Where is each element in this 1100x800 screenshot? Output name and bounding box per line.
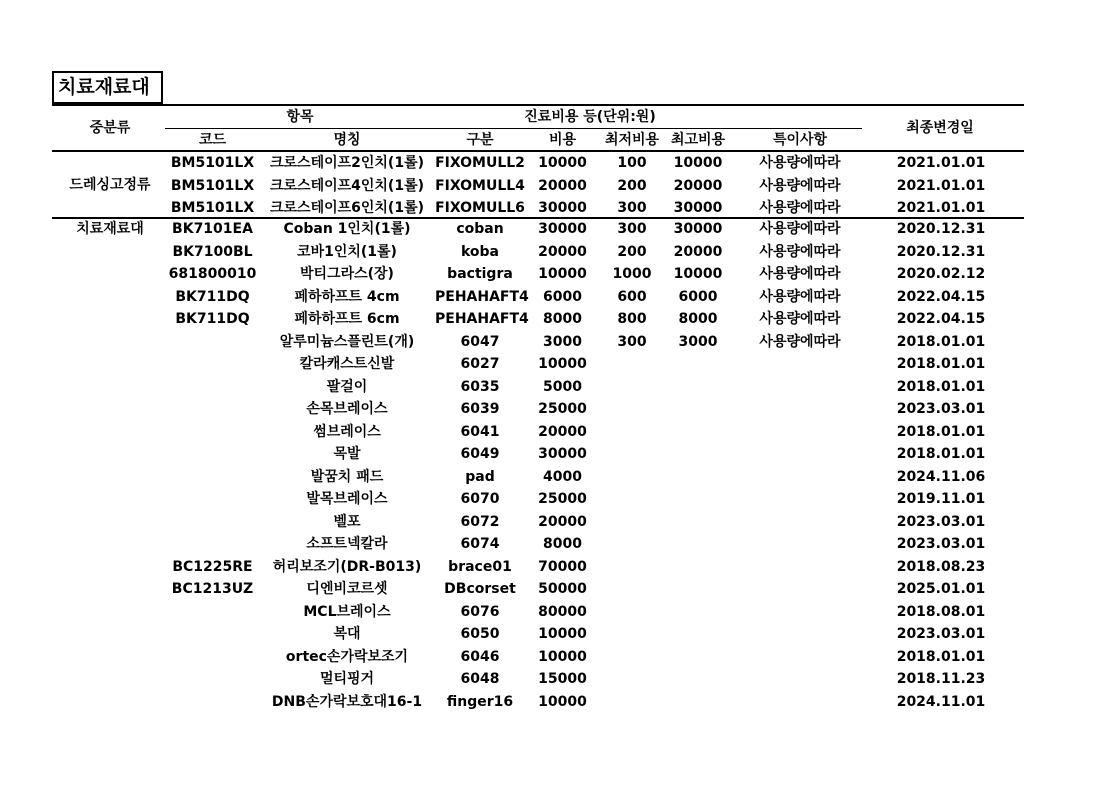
cell-type: 6027 xyxy=(460,356,500,372)
cell-name: 복대 xyxy=(333,626,361,642)
cell-min-cost: 800 xyxy=(617,311,647,327)
cell-cost: 5000 xyxy=(543,378,582,395)
cell-type: 6076 xyxy=(460,603,500,620)
group-label-treatment: 치료재료대 xyxy=(76,221,144,237)
cell-min-cost: 300 xyxy=(617,221,647,237)
cell-type: PEHAHAFT4 xyxy=(435,311,529,327)
cell-name: 발목브레이스 xyxy=(306,491,388,507)
cell-type: 6039 xyxy=(460,401,500,417)
cell-max-cost: 20000 xyxy=(673,177,723,194)
cell-cost: 30000 xyxy=(538,200,587,216)
cell-max-cost: 10000 xyxy=(673,155,723,171)
cell-cost: 20000 xyxy=(538,177,587,194)
cell-note: 사용량에따라 xyxy=(759,200,841,216)
cell-name: MCL브레이스 xyxy=(303,603,391,620)
group-label-dressing: 드레싱고정류 xyxy=(69,177,151,193)
header-code: 코드 xyxy=(198,132,227,148)
cell-code: BK711DQ xyxy=(175,311,250,327)
cell-date: 2023.03.01 xyxy=(896,536,986,552)
header-cost: 비용 xyxy=(548,132,577,148)
cell-type: 6072 xyxy=(460,513,500,530)
cell-type: 6050 xyxy=(460,626,500,642)
header-note: 특이사항 xyxy=(772,132,828,148)
cell-type: 6035 xyxy=(460,378,500,395)
cell-name: 멀티핑거 xyxy=(319,671,375,687)
cell-cost: 3000 xyxy=(543,333,582,350)
cell-date: 2024.11.06 xyxy=(896,468,986,485)
cell-name: 알루미늄스플린트(개) xyxy=(279,333,415,350)
cell-type: FIXOMULL2 xyxy=(435,155,525,171)
cell-date: 2023.03.01 xyxy=(896,626,986,642)
cell-max-cost: 10000 xyxy=(673,266,723,282)
cell-name: 목발 xyxy=(333,446,361,462)
header-min-cost: 최저비용 xyxy=(604,132,660,148)
cell-type: FIXOMULL4 xyxy=(435,177,525,194)
cell-cost: 10000 xyxy=(538,626,587,642)
cell-date: 2020.02.12 xyxy=(896,266,986,282)
cell-date: 2018.01.01 xyxy=(896,333,986,350)
header-middle-class: 중분류 xyxy=(89,120,131,136)
cell-code: BC1225RE xyxy=(172,558,253,575)
cell-type: FIXOMULL6 xyxy=(435,200,525,216)
cell-name: 손목브레이스 xyxy=(306,401,388,417)
cell-name: 발꿈치 패드 xyxy=(310,468,384,485)
section-title: 치료재료대 xyxy=(52,71,163,104)
cell-type: 6049 xyxy=(460,446,500,462)
cell-date: 2023.03.01 xyxy=(896,401,986,417)
cell-cost: 30000 xyxy=(538,446,587,462)
cell-name: 코바1인치(1롤) xyxy=(297,243,397,260)
cell-min-cost: 300 xyxy=(617,333,647,350)
cell-max-cost: 8000 xyxy=(678,311,718,327)
cell-cost: 8000 xyxy=(543,536,582,552)
cell-date: 2018.01.01 xyxy=(896,378,986,395)
cell-min-cost: 600 xyxy=(617,288,647,305)
cell-max-cost: 6000 xyxy=(678,288,718,305)
cell-type: PEHAHAFT4 xyxy=(435,288,529,305)
cell-date: 2018.01.01 xyxy=(896,648,986,665)
cell-name: 크로스테이프6인치(1롤) xyxy=(270,200,424,216)
cell-name: 페하하프트 4cm xyxy=(294,288,400,305)
cell-name: DNB손가락보호대16-1 xyxy=(271,693,423,710)
cell-code: BK711DQ xyxy=(175,288,250,305)
cell-date: 2023.03.01 xyxy=(896,513,986,530)
cell-note: 사용량에따라 xyxy=(759,311,841,327)
cell-cost: 30000 xyxy=(538,221,587,237)
cell-min-cost: 100 xyxy=(617,155,647,171)
cell-max-cost: 30000 xyxy=(673,221,723,237)
cell-code: BK7100BL xyxy=(172,243,253,260)
cell-date: 2020.12.31 xyxy=(896,243,986,260)
cell-name: 박티그라스(장) xyxy=(300,266,394,282)
cell-max-cost: 3000 xyxy=(678,333,718,350)
cell-code: BM5101LX xyxy=(170,200,255,216)
cell-cost: 70000 xyxy=(538,558,587,575)
cell-code: BM5101LX xyxy=(170,155,255,171)
cell-type: brace01 xyxy=(448,558,512,575)
cell-note: 사용량에따라 xyxy=(759,177,841,194)
header-item-group: 항목 xyxy=(286,109,314,125)
cell-date: 2021.01.01 xyxy=(896,177,986,194)
cell-date: 2018.11.23 xyxy=(896,671,986,687)
cell-date: 2021.01.01 xyxy=(896,155,986,171)
cell-min-cost: 200 xyxy=(617,177,647,194)
cell-date: 2018.01.01 xyxy=(896,356,986,372)
header-cost-group: 진료비용 등(단위:원) xyxy=(524,109,656,125)
cell-cost: 10000 xyxy=(538,648,587,665)
cell-date: 2025.01.01 xyxy=(896,581,986,597)
cell-name: 페하하프트 6cm xyxy=(294,311,400,327)
cell-name: 소프트넥칼라 xyxy=(306,536,388,552)
cell-min-cost: 1000 xyxy=(612,266,652,282)
cell-cost: 15000 xyxy=(538,671,587,687)
cell-cost: 6000 xyxy=(543,288,582,305)
cell-cost: 20000 xyxy=(538,423,587,440)
cell-cost: 10000 xyxy=(538,155,587,171)
cell-date: 2018.01.01 xyxy=(896,423,986,440)
cell-type: 6074 xyxy=(460,536,500,552)
header-subgroup-rule xyxy=(165,128,862,129)
cell-type: finger16 xyxy=(446,693,514,710)
cell-type: 6048 xyxy=(460,671,500,687)
cell-code: 681800010 xyxy=(168,266,257,282)
cell-type: koba xyxy=(460,243,500,260)
cell-note: 사용량에따라 xyxy=(759,333,841,350)
cell-max-cost: 20000 xyxy=(673,243,723,260)
cell-date: 2021.01.01 xyxy=(896,200,986,216)
cell-type: 6070 xyxy=(460,491,500,507)
cell-date: 2020.12.31 xyxy=(896,221,986,237)
cell-cost: 25000 xyxy=(538,401,587,417)
cell-date: 2019.11.01 xyxy=(896,491,986,507)
cell-type: 6047 xyxy=(460,333,500,350)
header-type: 구분 xyxy=(466,132,494,148)
cell-date: 2018.08.23 xyxy=(896,558,986,575)
cell-name: 디엔비코르셋 xyxy=(306,581,388,597)
cell-cost: 50000 xyxy=(538,581,587,597)
cell-type: bactigra xyxy=(447,266,513,282)
cell-cost: 8000 xyxy=(543,311,582,327)
table-top-rule xyxy=(52,104,1024,106)
cell-min-cost: 300 xyxy=(617,200,647,216)
cell-date: 2018.08.01 xyxy=(896,603,986,620)
cell-date: 2024.11.01 xyxy=(896,693,986,710)
cell-date: 2022.04.15 xyxy=(896,288,986,305)
header-max-cost: 최고비용 xyxy=(670,132,726,148)
cell-code: BK7101EA xyxy=(172,221,253,237)
cell-code: BC1213UZ xyxy=(171,581,254,597)
cell-date: 2022.04.15 xyxy=(896,311,986,327)
cell-name: 허리보조기(DR-B013) xyxy=(272,558,422,575)
cell-name: 팔걸이 xyxy=(326,378,368,395)
cell-cost: 20000 xyxy=(538,243,587,260)
cell-cost: 80000 xyxy=(538,603,587,620)
cell-cost: 10000 xyxy=(538,693,587,710)
cell-name: 칼라캐스트신발 xyxy=(299,356,395,372)
cell-type: 6041 xyxy=(460,423,500,440)
cell-name: 벨포 xyxy=(333,513,361,530)
cell-name: ortec손가락보조기 xyxy=(285,648,409,665)
header-bottom-rule xyxy=(52,150,1024,152)
cell-note: 사용량에따라 xyxy=(759,155,841,171)
cell-type: pad xyxy=(465,468,495,485)
cell-cost: 10000 xyxy=(538,356,587,372)
cell-code: BM5101LX xyxy=(170,177,255,194)
cell-note: 사용량에따라 xyxy=(759,243,841,260)
cell-type: 6046 xyxy=(460,648,500,665)
cell-cost: 25000 xyxy=(538,491,587,507)
cell-max-cost: 30000 xyxy=(673,200,723,216)
header-last-changed: 최종변경일 xyxy=(906,120,974,136)
header-name: 명칭 xyxy=(333,132,361,148)
cell-date: 2018.01.01 xyxy=(896,446,986,462)
cell-name: 썸브레이스 xyxy=(313,423,381,440)
cell-type: DBcorset xyxy=(444,581,516,597)
cell-note: 사용량에따라 xyxy=(759,266,841,282)
cell-name: 크로스테이프2인치(1롤) xyxy=(270,155,424,171)
cell-note: 사용량에따라 xyxy=(759,288,841,305)
cell-name: 크로스테이프4인치(1롤) xyxy=(270,177,424,194)
cell-cost: 10000 xyxy=(538,266,587,282)
cell-note: 사용량에따라 xyxy=(759,221,841,237)
cell-type: coban xyxy=(456,221,504,237)
cell-name: Coban 1인치(1롤) xyxy=(283,221,411,237)
cell-min-cost: 200 xyxy=(617,243,647,260)
cell-cost: 20000 xyxy=(538,513,587,530)
cell-cost: 4000 xyxy=(543,468,582,485)
